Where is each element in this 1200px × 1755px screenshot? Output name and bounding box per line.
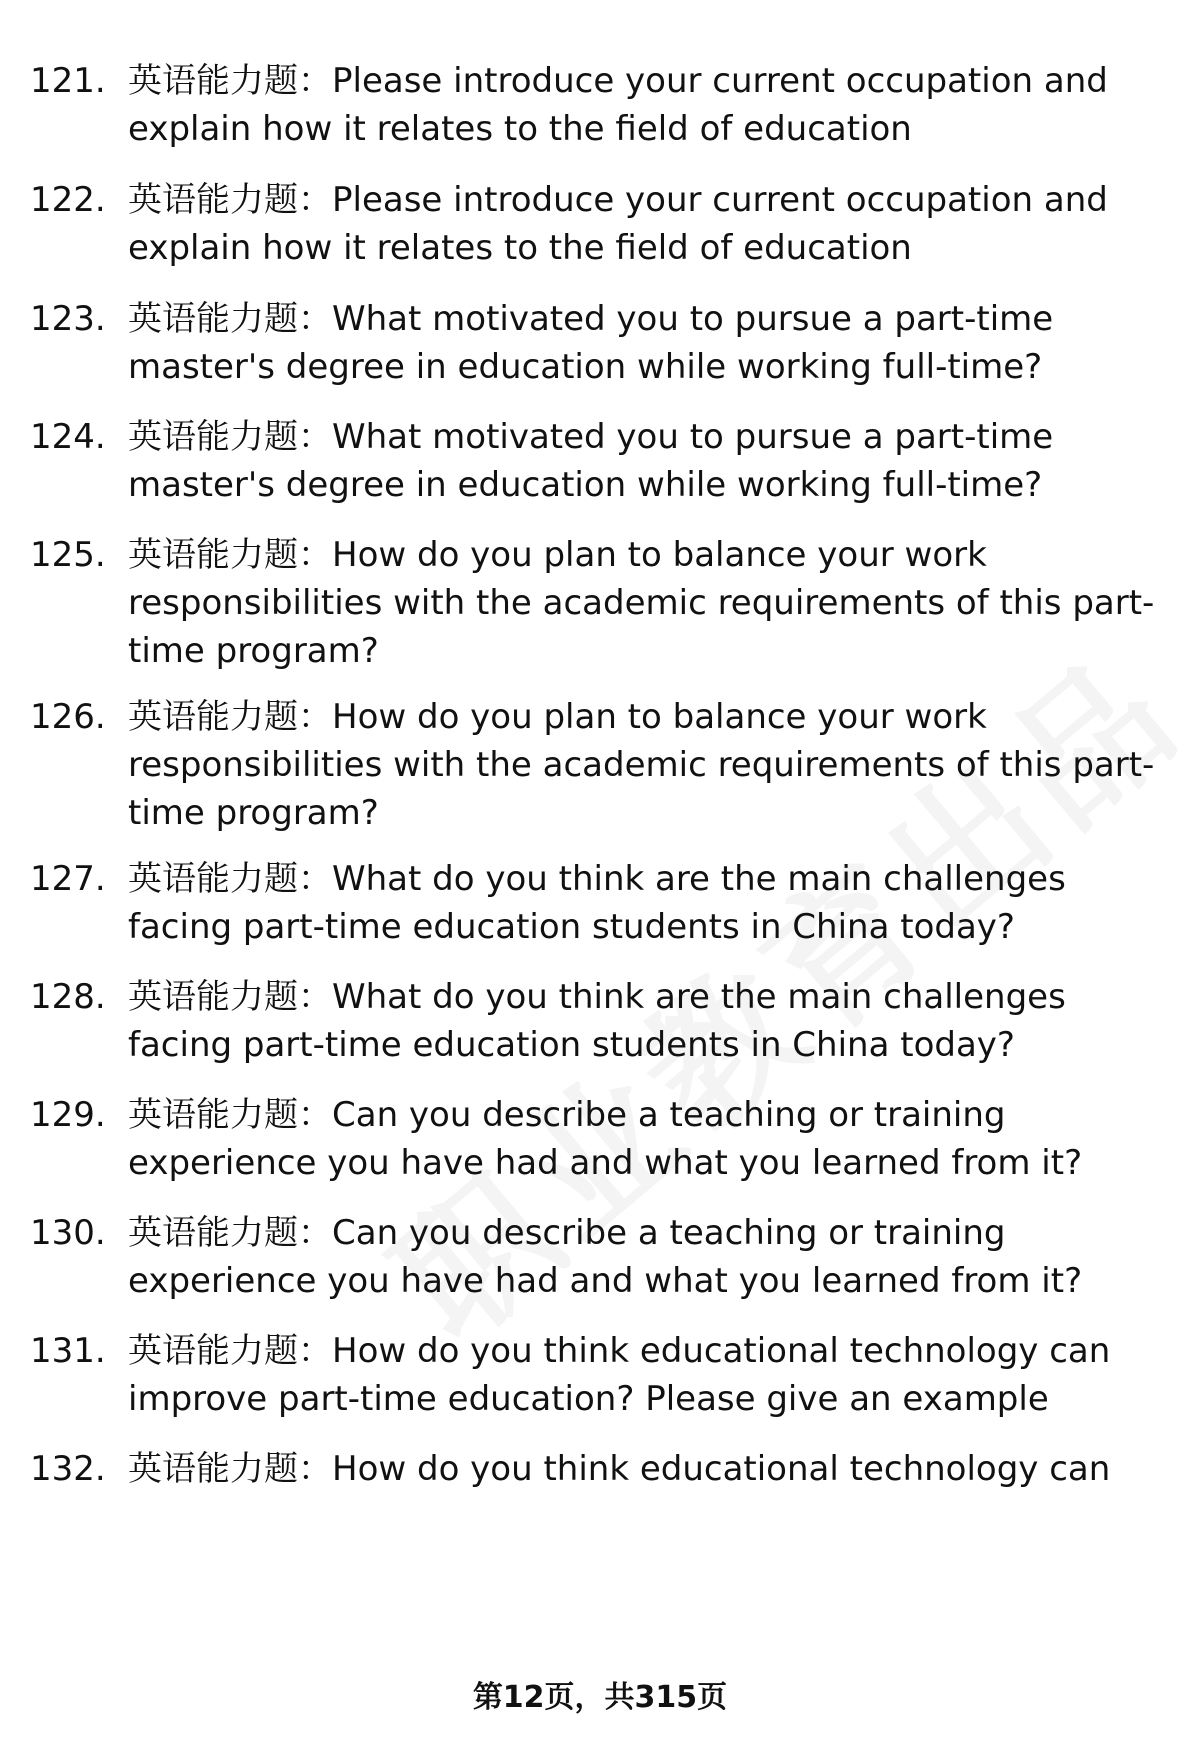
question-number: 131. — [30, 1331, 106, 1371]
question-body — [128, 295, 1168, 391]
question-prefix: 英语能力题： — [128, 859, 332, 899]
question-number: 123. — [30, 299, 106, 339]
question-number: 122. — [30, 180, 106, 220]
question-prefix: 英语能力题： — [128, 417, 332, 457]
question-body — [128, 693, 1168, 837]
question-text: What do you think are the main challenges facing part-time education students in China today? — [128, 859, 1066, 947]
question-text: Please introduce your current occupation and explain how it relates to the field of education — [128, 61, 1108, 149]
question-number: 132. — [30, 1449, 106, 1489]
question-text: How do you think educational technology can — [332, 1449, 1111, 1489]
question-prefix: 英语能力题： — [128, 180, 332, 220]
question-text: How do you plan to balance your work responsibilities with the academic requirements of this part-time program? — [128, 535, 1155, 671]
question-prefix: 英语能力题： — [128, 61, 332, 101]
question-text: Can you describe a teaching or training experience you have had and what you learned from it? — [128, 1213, 1083, 1301]
question-body — [128, 57, 1168, 153]
question-number: 121. — [30, 61, 106, 101]
question-number: 126. — [30, 697, 106, 737]
question-body — [128, 176, 1168, 272]
question-prefix: 英语能力题： — [128, 1095, 332, 1135]
question-number: 127. — [30, 859, 106, 899]
question-body — [128, 413, 1168, 509]
question-number: 129. — [30, 1095, 106, 1135]
question-number: 125. — [30, 535, 106, 575]
question-text: Please introduce your current occupation and explain how it relates to the field of education — [128, 180, 1108, 268]
question-body — [128, 1327, 1168, 1423]
question-prefix: 英语能力题： — [128, 697, 332, 737]
question-prefix: 英语能力题： — [128, 299, 332, 339]
question-text: What motivated you to pursue a part-time master's degree in education while working full-time? — [128, 299, 1054, 387]
question-prefix: 英语能力题： — [128, 1331, 332, 1371]
question-text: How do you plan to balance your work responsibilities with the academic requirements of this part-time program? — [128, 697, 1155, 833]
question-body — [128, 531, 1168, 675]
question-body — [128, 1445, 1168, 1493]
question-prefix: 英语能力题： — [128, 1449, 332, 1489]
question-number: 124. — [30, 417, 106, 457]
question-text: What motivated you to pursue a part-time master's degree in education while working full-time? — [128, 417, 1054, 505]
question-text: How do you think educational technology can improve part-time education? Please give an example — [128, 1331, 1111, 1419]
question-body — [128, 973, 1168, 1069]
question-text: Can you describe a teaching or training experience you have had and what you learned from it? — [128, 1095, 1083, 1183]
question-number: 128. — [30, 977, 106, 1017]
question-prefix: 英语能力题： — [128, 1213, 332, 1253]
page-number-footer: 第12页，共315页 — [472, 1680, 728, 1715]
question-number: 130. — [30, 1213, 106, 1253]
question-body — [128, 1209, 1168, 1305]
question-text: What do you think are the main challenges facing part-time education students in China today? — [128, 977, 1066, 1065]
question-prefix: 英语能力题： — [128, 977, 332, 1017]
question-body — [128, 1091, 1168, 1187]
question-body — [128, 855, 1168, 951]
question-prefix: 英语能力题： — [128, 535, 332, 575]
